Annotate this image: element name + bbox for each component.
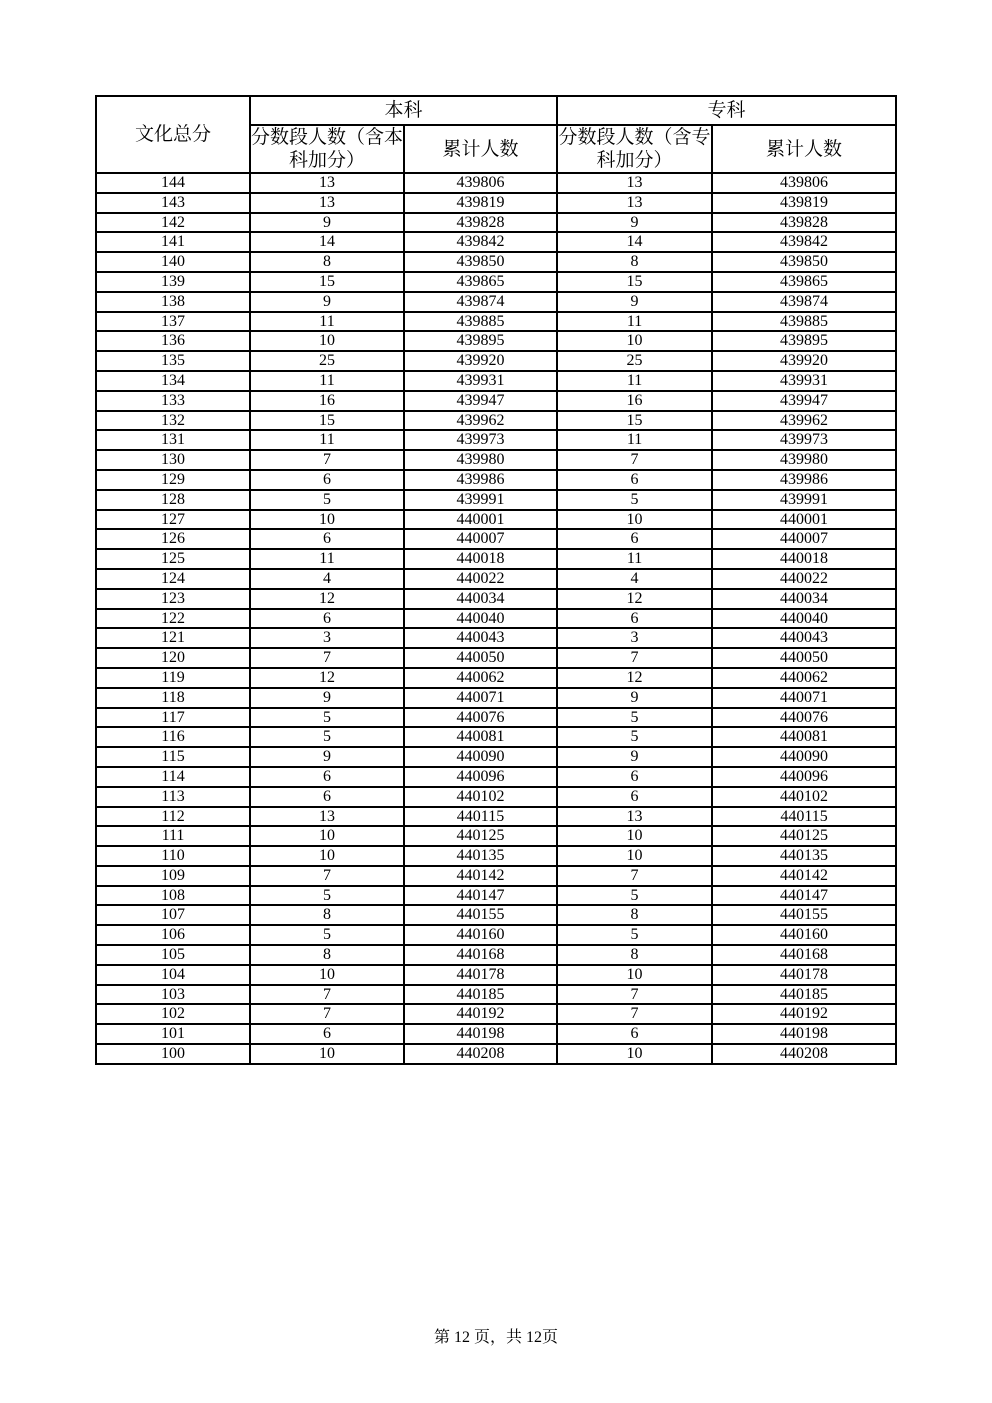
table-row [96, 490, 896, 510]
table-row [96, 272, 896, 292]
undergrad-band-cell: 5 [250, 727, 404, 747]
undergrad-cumulative-cell: 440034 [404, 589, 557, 609]
undergrad-cumulative-cell: 440168 [404, 945, 557, 965]
undergrad-band-cell: 14 [250, 232, 404, 252]
table-row [96, 549, 896, 569]
college-cumulative-cell: 440178 [712, 965, 896, 985]
undergrad-cumulative-cell: 439850 [404, 252, 557, 272]
table-row [96, 727, 896, 747]
college-cumulative-cell: 440050 [712, 648, 896, 668]
score-cell: 112 [96, 807, 250, 827]
undergrad-band-cell: 5 [250, 925, 404, 945]
score-cell: 135 [96, 351, 250, 371]
undergrad-cumulative-cell: 439980 [404, 450, 557, 470]
undergrad-band-cell: 9 [250, 213, 404, 233]
undergrad-cumulative-cell: 439828 [404, 213, 557, 233]
undergrad-cumulative-cell: 440062 [404, 668, 557, 688]
table-row [96, 232, 896, 252]
college-band-cell: 4 [557, 569, 712, 589]
college-band-cell: 11 [557, 549, 712, 569]
undergrad-band-cell: 12 [250, 668, 404, 688]
college-band-cell: 11 [557, 312, 712, 332]
college-cumulative-cell: 439895 [712, 331, 896, 351]
undergrad-cumulative-cell: 439865 [404, 272, 557, 292]
undergrad-cumulative-cell: 440155 [404, 905, 557, 925]
score-cell: 119 [96, 668, 250, 688]
college-cumulative-cell: 440007 [712, 529, 896, 549]
table-row [96, 787, 896, 807]
college-band-cell: 8 [557, 905, 712, 925]
undergrad-band-cell: 16 [250, 391, 404, 411]
college-group-header: 专科 [557, 96, 896, 125]
table-row [96, 569, 896, 589]
undergrad-cumulative-cell: 440102 [404, 787, 557, 807]
table-row [96, 846, 896, 866]
table-row [96, 430, 896, 450]
undergrad-cumulative-cell: 439895 [404, 331, 557, 351]
college-band-cell: 10 [557, 846, 712, 866]
college-cumulative-cell: 439980 [712, 450, 896, 470]
undergrad-cumulative-cell: 440198 [404, 1024, 557, 1044]
undergrad-band-cell: 10 [250, 826, 404, 846]
score-cell: 134 [96, 371, 250, 391]
page-number: 第 12 页，共 12页 [433, 1329, 558, 1346]
undergrad-band-cell: 10 [250, 965, 404, 985]
undergrad-group-header: 本科 [250, 96, 557, 125]
table-row [96, 866, 896, 886]
college-cumulative-cell: 440081 [712, 727, 896, 747]
undergrad-band-cell: 10 [250, 331, 404, 351]
table-row [96, 510, 896, 530]
score-cell: 127 [96, 510, 250, 530]
undergrad-band-cell: 10 [250, 846, 404, 866]
college-band-cell: 11 [557, 430, 712, 450]
undergrad-cumulative-cell: 440096 [404, 767, 557, 787]
table-row [96, 450, 896, 470]
score-cell: 130 [96, 450, 250, 470]
undergrad-band-cell: 7 [250, 985, 404, 1005]
undergrad-band-cell: 6 [250, 609, 404, 629]
score-cell: 126 [96, 529, 250, 549]
undergrad-cumulative-cell: 440007 [404, 529, 557, 549]
undergrad-band-cell: 8 [250, 905, 404, 925]
college-cumulative-cell: 440155 [712, 905, 896, 925]
college-band-cell: 10 [557, 510, 712, 530]
college-band-header: 分数段人数（含专科加分） [558, 126, 711, 171]
college-cumulative-cell: 439850 [712, 252, 896, 272]
undergrad-band-cell: 10 [250, 510, 404, 530]
table-row [96, 985, 896, 1005]
undergrad-band-cell: 7 [250, 1004, 404, 1024]
college-band-cell: 13 [557, 173, 712, 193]
table-row [96, 708, 896, 728]
table-row [96, 905, 896, 925]
undergrad-cumulative-cell: 440125 [404, 826, 557, 846]
score-cell: 143 [96, 193, 250, 213]
college-cumulative-cell: 440192 [712, 1004, 896, 1024]
college-band-cell: 10 [557, 1044, 712, 1064]
college-band-cell: 5 [557, 886, 712, 906]
college-cumulative-cell: 440062 [712, 668, 896, 688]
table-row [96, 945, 896, 965]
undergrad-cumulative-cell: 439806 [404, 173, 557, 193]
undergrad-cumulative-cell: 439842 [404, 232, 557, 252]
undergrad-cumulative-cell: 439973 [404, 430, 557, 450]
college-band-cell: 5 [557, 708, 712, 728]
college-band-cell: 9 [557, 213, 712, 233]
score-cell: 136 [96, 331, 250, 351]
college-band-cell: 16 [557, 391, 712, 411]
undergrad-cumulative-cell: 440160 [404, 925, 557, 945]
college-cumulative-cell: 439885 [712, 312, 896, 332]
score-cell: 142 [96, 213, 250, 233]
undergrad-band-cell: 11 [250, 312, 404, 332]
score-cell: 128 [96, 490, 250, 510]
college-cumulative-cell: 439962 [712, 411, 896, 431]
score-cell: 140 [96, 252, 250, 272]
table-row [96, 331, 896, 351]
table-row [96, 213, 896, 233]
college-cumulative-cell: 439920 [712, 351, 896, 371]
score-cell: 125 [96, 549, 250, 569]
score-cell: 123 [96, 589, 250, 609]
undergrad-cumulative-cell: 440192 [404, 1004, 557, 1024]
undergrad-cumulative-cell: 440018 [404, 549, 557, 569]
score-cell: 107 [96, 905, 250, 925]
score-cell: 100 [96, 1044, 250, 1064]
score-cell: 133 [96, 391, 250, 411]
undergrad-band-cell: 5 [250, 490, 404, 510]
college-cumulative-cell: 440040 [712, 609, 896, 629]
undergrad-band-cell: 11 [250, 371, 404, 391]
undergrad-band-cell: 13 [250, 173, 404, 193]
college-band-cell: 7 [557, 648, 712, 668]
table-body [96, 173, 896, 1064]
college-band-cell: 13 [557, 807, 712, 827]
undergrad-cumulative-cell: 440185 [404, 985, 557, 1005]
undergrad-cumulative-cell: 440071 [404, 688, 557, 708]
undergrad-cumulative-cell: 439991 [404, 490, 557, 510]
score-cell: 141 [96, 232, 250, 252]
score-cell: 115 [96, 747, 250, 767]
college-band-cell: 7 [557, 985, 712, 1005]
undergrad-band-cell: 7 [250, 648, 404, 668]
college-cumulative-cell: 440018 [712, 549, 896, 569]
score-cell: 110 [96, 846, 250, 866]
college-band-cell: 13 [557, 193, 712, 213]
undergrad-band-cell: 12 [250, 589, 404, 609]
undergrad-band-cell: 3 [250, 628, 404, 648]
table-row [96, 292, 896, 312]
undergrad-band-header: 分数段人数（含本科加分） [251, 126, 404, 171]
table-row [96, 747, 896, 767]
score-cell: 120 [96, 648, 250, 668]
college-band-cell: 7 [557, 1004, 712, 1024]
score-cell: 139 [96, 272, 250, 292]
undergrad-band-cell: 8 [250, 945, 404, 965]
college-cumulative-cell: 440208 [712, 1044, 896, 1064]
score-cell: 101 [96, 1024, 250, 1044]
table-row [96, 925, 896, 945]
undergrad-cumulative-cell: 440040 [404, 609, 557, 629]
table-row [96, 351, 896, 371]
table-row [96, 470, 896, 490]
college-band-cell: 5 [557, 490, 712, 510]
college-cumulative-header: 累计人数 [712, 125, 896, 173]
table-row [96, 411, 896, 431]
table-row [96, 589, 896, 609]
college-band-cell: 6 [557, 787, 712, 807]
college-cumulative-cell: 439806 [712, 173, 896, 193]
table-row [96, 965, 896, 985]
table-row [96, 1004, 896, 1024]
college-band-cell: 10 [557, 965, 712, 985]
undergrad-cumulative-cell: 439962 [404, 411, 557, 431]
college-cumulative-cell: 440071 [712, 688, 896, 708]
college-cumulative-cell: 439947 [712, 391, 896, 411]
undergrad-band-cell: 9 [250, 292, 404, 312]
score-cell: 104 [96, 965, 250, 985]
college-cumulative-cell: 440185 [712, 985, 896, 1005]
score-cell: 118 [96, 688, 250, 708]
college-band-cell: 7 [557, 450, 712, 470]
undergrad-band-cell: 8 [250, 252, 404, 272]
college-band-cell: 7 [557, 866, 712, 886]
undergrad-band-cell: 11 [250, 549, 404, 569]
undergrad-band-cell: 9 [250, 747, 404, 767]
college-cumulative-cell: 439865 [712, 272, 896, 292]
college-cumulative-cell: 440102 [712, 787, 896, 807]
table-row [96, 1024, 896, 1044]
table-row [96, 371, 896, 391]
college-cumulative-cell: 439991 [712, 490, 896, 510]
score-distribution-table [95, 95, 897, 1065]
college-cumulative-cell: 439819 [712, 193, 896, 213]
undergrad-cumulative-cell: 440135 [404, 846, 557, 866]
undergrad-cumulative-cell: 440081 [404, 727, 557, 747]
college-band-cell: 5 [557, 727, 712, 747]
table-row [96, 886, 896, 906]
table-row [96, 648, 896, 668]
college-band-cell: 6 [557, 609, 712, 629]
score-column-header: 文化总分 [96, 96, 250, 173]
table-row [96, 826, 896, 846]
undergrad-band-cell: 6 [250, 787, 404, 807]
score-cell: 109 [96, 866, 250, 886]
table-row [96, 312, 896, 332]
college-cumulative-cell: 440198 [712, 1024, 896, 1044]
undergrad-cumulative-cell: 440142 [404, 866, 557, 886]
college-band-cell: 12 [557, 589, 712, 609]
college-cumulative-cell: 440022 [712, 569, 896, 589]
table-row [96, 688, 896, 708]
undergrad-band-cell: 15 [250, 272, 404, 292]
college-cumulative-cell: 440090 [712, 747, 896, 767]
table-row [96, 767, 896, 787]
college-cumulative-cell: 439842 [712, 232, 896, 252]
table-row [96, 807, 896, 827]
undergrad-band-cell: 25 [250, 351, 404, 371]
college-band-cell: 15 [557, 272, 712, 292]
undergrad-band-cell: 13 [250, 807, 404, 827]
undergrad-band-cell: 13 [250, 193, 404, 213]
undergrad-cumulative-cell: 440022 [404, 569, 557, 589]
undergrad-band-cell: 11 [250, 430, 404, 450]
undergrad-cumulative-cell: 439931 [404, 371, 557, 391]
score-cell: 121 [96, 628, 250, 648]
college-cumulative-cell: 439931 [712, 371, 896, 391]
score-cell: 129 [96, 470, 250, 490]
college-band-cell: 9 [557, 747, 712, 767]
table-row [96, 391, 896, 411]
score-cell: 103 [96, 985, 250, 1005]
college-cumulative-cell: 440168 [712, 945, 896, 965]
score-cell: 105 [96, 945, 250, 965]
score-cell: 116 [96, 727, 250, 747]
undergrad-band-cell: 6 [250, 767, 404, 787]
undergrad-cumulative-cell: 439885 [404, 312, 557, 332]
undergrad-cumulative-cell: 439986 [404, 470, 557, 490]
undergrad-cumulative-cell: 440090 [404, 747, 557, 767]
undergrad-cumulative-cell: 440147 [404, 886, 557, 906]
undergrad-band-cell: 5 [250, 886, 404, 906]
undergrad-band-cell: 6 [250, 1024, 404, 1044]
score-cell: 132 [96, 411, 250, 431]
score-cell: 122 [96, 609, 250, 629]
college-band-cell: 6 [557, 470, 712, 490]
college-cumulative-cell: 440160 [712, 925, 896, 945]
score-cell: 124 [96, 569, 250, 589]
undergrad-band-cell: 9 [250, 688, 404, 708]
undergrad-cumulative-cell: 440076 [404, 708, 557, 728]
score-cell: 106 [96, 925, 250, 945]
college-cumulative-cell: 440076 [712, 708, 896, 728]
college-band-cell: 25 [557, 351, 712, 371]
score-cell: 138 [96, 292, 250, 312]
undergrad-band-cell: 5 [250, 708, 404, 728]
score-cell: 131 [96, 430, 250, 450]
college-cumulative-cell: 440043 [712, 628, 896, 648]
college-band-cell: 8 [557, 252, 712, 272]
table-row [96, 173, 896, 193]
college-band-cell: 14 [557, 232, 712, 252]
college-cumulative-cell: 439986 [712, 470, 896, 490]
table-row [96, 628, 896, 648]
undergrad-band-cell: 7 [250, 450, 404, 470]
undergrad-band-cell: 6 [250, 470, 404, 490]
college-band-cell: 9 [557, 292, 712, 312]
college-band-cell: 8 [557, 945, 712, 965]
college-band-cell: 15 [557, 411, 712, 431]
table-header [96, 96, 896, 173]
college-band-cell: 9 [557, 688, 712, 708]
college-cumulative-cell: 439828 [712, 213, 896, 233]
undergrad-cumulative-cell: 440001 [404, 510, 557, 530]
undergrad-band-cell: 7 [250, 866, 404, 886]
college-cumulative-cell: 439973 [712, 430, 896, 450]
undergrad-cumulative-cell: 440208 [404, 1044, 557, 1064]
undergrad-cumulative-cell: 440178 [404, 965, 557, 985]
score-cell: 137 [96, 312, 250, 332]
undergrad-cumulative-cell: 440050 [404, 648, 557, 668]
college-band-cell: 6 [557, 1024, 712, 1044]
college-band-cell: 12 [557, 668, 712, 688]
table-row [96, 529, 896, 549]
undergrad-cumulative-cell: 440043 [404, 628, 557, 648]
undergrad-cumulative-header: 累计人数 [404, 125, 557, 173]
college-band-cell: 10 [557, 826, 712, 846]
score-cell: 113 [96, 787, 250, 807]
college-cumulative-cell: 440147 [712, 886, 896, 906]
college-cumulative-cell: 440001 [712, 510, 896, 530]
undergrad-band-cell: 6 [250, 529, 404, 549]
college-cumulative-cell: 440096 [712, 767, 896, 787]
undergrad-band-cell: 10 [250, 1044, 404, 1064]
college-cumulative-cell: 440142 [712, 866, 896, 886]
undergrad-band-cell: 15 [250, 411, 404, 431]
score-cell: 117 [96, 708, 250, 728]
college-band-cell: 6 [557, 529, 712, 549]
undergrad-cumulative-cell: 439920 [404, 351, 557, 371]
undergrad-cumulative-cell: 439947 [404, 391, 557, 411]
college-band-cell: 5 [557, 925, 712, 945]
score-cell: 111 [96, 826, 250, 846]
college-band-cell: 6 [557, 767, 712, 787]
table-row [96, 252, 896, 272]
score-cell: 144 [96, 173, 250, 193]
college-cumulative-cell: 440135 [712, 846, 896, 866]
college-band-cell: 3 [557, 628, 712, 648]
undergrad-cumulative-cell: 439819 [404, 193, 557, 213]
college-cumulative-cell: 439874 [712, 292, 896, 312]
table-row [96, 1044, 896, 1064]
undergrad-cumulative-cell: 440115 [404, 807, 557, 827]
college-cumulative-cell: 440115 [712, 807, 896, 827]
table-row [96, 668, 896, 688]
table-row [96, 193, 896, 213]
score-cell: 102 [96, 1004, 250, 1024]
undergrad-band-cell: 4 [250, 569, 404, 589]
college-band-cell: 11 [557, 371, 712, 391]
score-cell: 108 [96, 886, 250, 906]
undergrad-cumulative-cell: 439874 [404, 292, 557, 312]
college-cumulative-cell: 440125 [712, 826, 896, 846]
score-cell: 114 [96, 767, 250, 787]
college-band-cell: 10 [557, 331, 712, 351]
table-row [96, 609, 896, 629]
college-cumulative-cell: 440034 [712, 589, 896, 609]
